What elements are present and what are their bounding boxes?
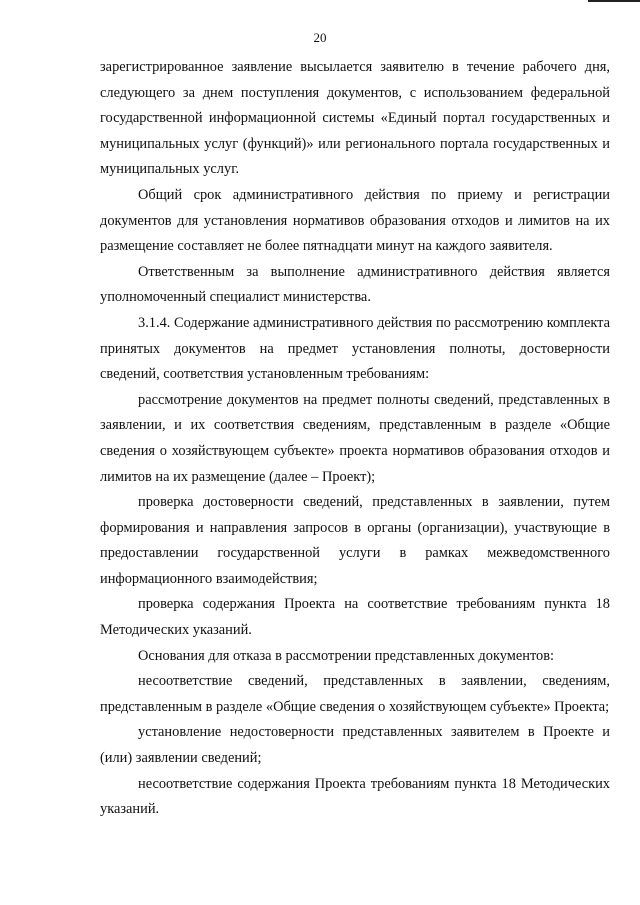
paragraph-refusal-unreliable: установление недостоверности представленных заявителем в Проекте и (или) заявлении сведений; — [100, 724, 610, 767]
paragraph-processing-time: Общий срок административного действия по приему и регистрации документов для установления нормативов образования отходов и лимитов на их размещение составляет не более пятнадцати минут на каждого заявителя. — [100, 186, 610, 255]
paragraph-refusal-mismatch: несоответствие сведений, представленных в заявлении, сведениям, представленным в разделе «Общие сведения о хозяйствующем субъекте» Проекта; — [100, 673, 610, 715]
paragraph-project-content-check: проверка содержания Проекта на соответствие требованиям пункта 18 Методических указаний. — [100, 596, 610, 639]
paragraph-reliability-check: проверка достоверности сведений, представленных в заявлении, путем формирования и направления запросов в органы (организации), участвующие в предоставлении государственной услуги в рамках межведомственного информационного взаимодействия; — [100, 494, 610, 587]
paragraph-completeness-review: рассмотрение документов на предмет полноты сведений, представленных в заявлении, и их соответствия сведениям, представленным в разделе «Общие сведения о хозяйствующем субъекте» проекта нормативов образования отходов и лимитов на их размещение (далее – Проект); — [100, 391, 610, 485]
paragraph-refusal-grounds-heading: Основания для отказа в рассмотрении представленных документов: — [138, 647, 555, 664]
paragraph-responsible-specialist: Ответственным за выполнение административного действия является уполномоченный специалист министерства. — [100, 263, 610, 306]
paragraph-registration-notice: зарегистрированное заявление высылается заявителю в течение рабочего дня, следующего за днем поступления документов, с использованием федеральной государственной информационной системы «Единый портал государственных и муниципальных услуг (функций)» или регионального портала государственных и муниципальных услуг. — [100, 59, 610, 178]
page-number: 20 — [313, 30, 327, 45]
document-body — [100, 55, 610, 823]
paragraph-section-3-1-4: 3.1.4. Содержание административного действия по рассмотрению комплекта принятых документов на предмет установления полноты, достоверности сведений, соответствия установленным требованиям: — [100, 314, 610, 383]
paragraph-refusal-noncompliance: несоответствие содержания Проекта требованиям пункта 18 Методических указаний. — [100, 775, 610, 818]
top-edge-rule — [588, 0, 640, 2]
